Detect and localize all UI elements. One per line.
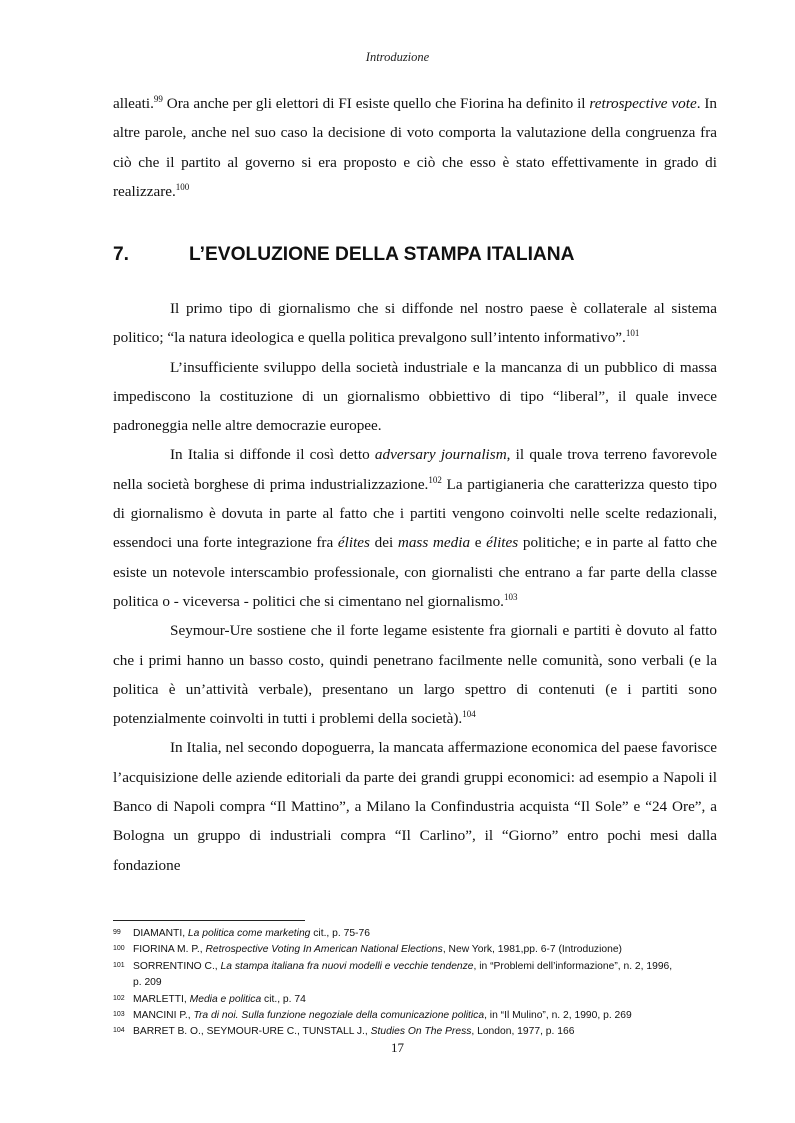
footnote-text: MARLETTI, — [133, 993, 190, 1005]
footnote — [113, 926, 733, 942]
footnote-title: La stampa italiana fra nuovi modelli e vecchie tendenze — [220, 960, 474, 972]
footnote-text: FIORINA M. P., — [133, 944, 206, 956]
footnote — [113, 1024, 733, 1040]
paragraph — [113, 353, 717, 441]
paragraph — [113, 616, 717, 733]
footnote-number: 99 — [113, 929, 121, 936]
footnote-text: , New York, 1981,pp. 6-7 (Introduzione) — [442, 944, 622, 956]
page-number: 17 — [391, 1040, 404, 1055]
paragraph — [113, 440, 717, 616]
footnote-ref[interactable]: 104 — [462, 709, 476, 720]
text-run: dei — [369, 534, 398, 552]
paragraph — [113, 733, 717, 879]
footnote-title: Retrospective Voting In American National Elections — [205, 944, 443, 956]
footnotes — [113, 926, 733, 1041]
italic-term: élites — [337, 534, 370, 552]
footnote-number: 102 — [113, 994, 125, 1002]
footnote-title: La politica come marketing — [187, 928, 311, 939]
footnote-text: cit., p. 75-76 — [310, 928, 370, 939]
footnote-text: MANCINI P., — [133, 1010, 194, 1022]
footnote-text: , in “Il Mulino”, n. 2, 1990, p. 269 — [484, 1010, 632, 1022]
footnote-text: , in “Problemi dell’informazione”, n. 2, 1996, — [473, 960, 673, 972]
text-run: alleati. — [113, 95, 154, 112]
text-run: . In altre parole, anche nel suo caso la decisione di voto comporta la valutazione della congruenza fra ciò che il partito al governo si era proposto e ciò che esso è stato effettivamente in grado di realizzare. — [113, 95, 718, 200]
footnote — [113, 992, 733, 1008]
footnote — [113, 1008, 733, 1024]
text-run: Ora anche per gli elettori di FI esiste quello che Fiorina ha definito il — [162, 95, 590, 112]
text-run: e — [470, 534, 487, 552]
footnote-number: 101 — [113, 961, 125, 969]
footnote-title: Studies On The Press — [370, 1026, 472, 1038]
footnote-title: Media e politica — [189, 993, 262, 1005]
footnote-ref[interactable]: 103 — [503, 591, 518, 602]
footnote-ref[interactable]: 100 — [175, 181, 190, 192]
footnote-continuation: p. 209 — [133, 977, 162, 989]
italic-term: retrospective vote — [589, 95, 697, 112]
italic-term: élites — [486, 534, 519, 552]
footnote-separator — [113, 920, 305, 921]
text-run: politiche; e in parte al fatto che esiste un notevole interscambio professionale, con giornalisti che entrano a far parte della classe politica o - viceversa - politici che si cimentano nel giornalismo. — [113, 534, 718, 610]
italic-term: adversary journalism — [374, 446, 507, 464]
footnote-ref[interactable]: 99 — [153, 94, 163, 104]
section-number: 7. — [113, 244, 130, 265]
footnote-text: SORRENTINO C., — [133, 960, 221, 972]
footnote-text: DIAMANTI, — [133, 928, 188, 939]
running-header: Introduzione — [365, 50, 430, 64]
footnote-text: BARRET B. O., SEYMOUR-URE C., TUNSTALL J., — [133, 1026, 371, 1038]
footnote-text: , London, 1977, p. 166 — [471, 1026, 575, 1038]
footnote-title: Tra di noi. Sulla funzione negoziale della comunicazione politica — [193, 1010, 485, 1022]
footnote-text: cit., p. 74 — [261, 993, 306, 1005]
text-run: , il quale trova terreno favorevole nella società borghese di prima industrializzazione. — [113, 446, 717, 493]
text-run: La partigianeria che caratterizza questo tipo di giornalismo è dovuta in parte al fatto che i partiti vengono coinvolti nelle scelte redazionali, essendoci una forte integrazione fra — [113, 475, 717, 552]
italic-term: mass media — [397, 534, 471, 552]
text-run: Il primo tipo di giornalismo che si diffonde nel nostro paese è collaterale al sistema politico; “la natura ideologica e quella politica prevalgono sull’intento informativo”. — [113, 300, 717, 347]
footnote — [113, 942, 733, 958]
text-run: In Italia si diffonde il così detto — [170, 446, 375, 464]
text-run: L’insufficiente sviluppo della società industriale e la mancanza di un pubblico di massa impediscono la costituzione di un giornalismo obbiettivo di tipo “liberal”, il quale invece padroneggia nelle altre democrazie europee. — [113, 358, 717, 435]
footnote-number: 100 — [113, 945, 125, 953]
footnote-number: 103 — [113, 1011, 125, 1019]
footnote-ref[interactable]: 101 — [625, 328, 640, 339]
section-body — [113, 294, 717, 880]
text-run: Seymour-Ure sostiene che il forte legame esistente fra giornali e partiti è dovuto al fatto che i primi hanno un basso costo, quindi penetrano facilmente nelle comunità, sono verbali (e la politica è un’attività verbale), presentano un largo spettro di contenuti (e i partiti sono potenzialmente coinvolti in tutti i problemi della società). — [113, 622, 717, 728]
footnote-ref[interactable]: 102 — [428, 474, 442, 485]
footnote-number: 104 — [113, 1027, 125, 1035]
intro-paragraph — [113, 89, 717, 206]
footnote — [113, 959, 733, 992]
section-title: L’EVOLUZIONE DELLA STAMPA ITALIANA — [189, 244, 575, 265]
text-run: In Italia, nel secondo dopoguerra, la mancata affermazione economica del paese favorisce l’acquisizione delle aziende editoriali da parte dei grandi gruppi economici: ad esempio a Napoli il Banco di Napoli compra “Il Mattino”, a Milano la Confindustria acquista “Il Sole” e “24 Ore”, a Bologna un gruppo di industriali compra “Il Carlino”, il “Giorno” entro pochi mesi dalla fondazione — [113, 739, 717, 874]
paragraph — [113, 294, 717, 353]
